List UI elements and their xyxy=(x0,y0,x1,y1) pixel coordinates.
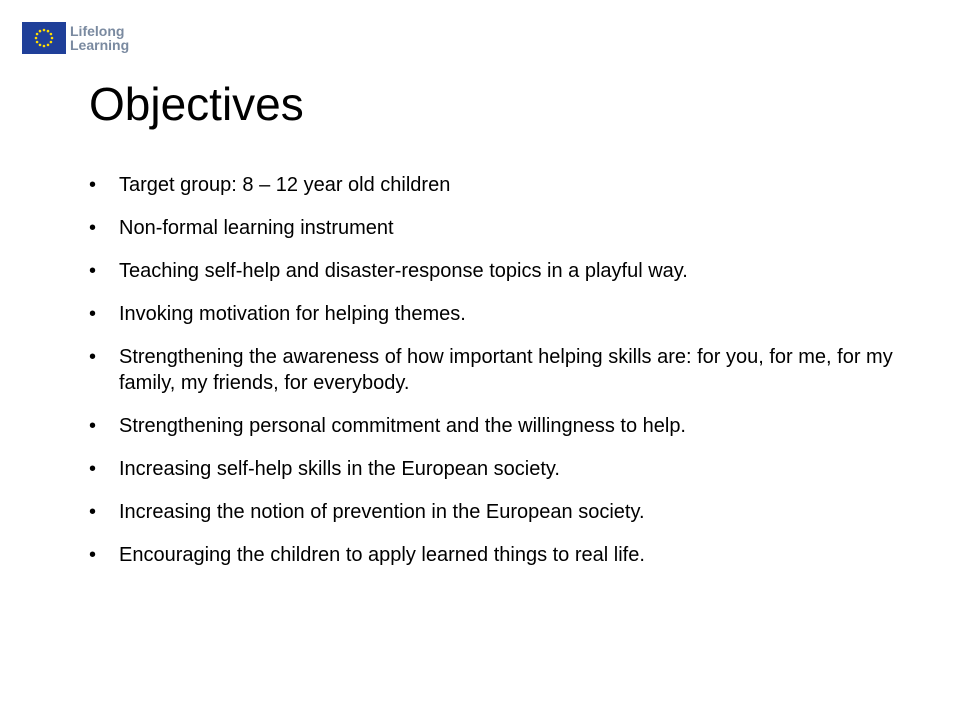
eu-star xyxy=(43,29,46,32)
bullet-dot: • xyxy=(89,346,97,368)
eu-star xyxy=(47,44,50,47)
bullet-item xyxy=(89,258,919,284)
eu-star xyxy=(39,44,42,47)
eu-flag-background xyxy=(22,22,66,54)
bullet-item xyxy=(89,215,919,241)
eu-star xyxy=(50,33,53,36)
bullet-text: Strengthening the awareness of how important helping skills are: for you, for me, for my family, my friends, for everybody. xyxy=(119,346,893,394)
bullet-text: Encouraging the children to apply learned things to real life. xyxy=(119,544,645,566)
eu-star xyxy=(43,45,46,48)
bullet-dot: • xyxy=(89,260,97,282)
bullet-item xyxy=(89,456,919,482)
bullet-item xyxy=(89,413,919,439)
bullet-dot: • xyxy=(89,217,97,239)
objectives-list xyxy=(89,172,919,585)
bullet-text: Increasing the notion of prevention in the European society. xyxy=(119,501,645,523)
bullet-item xyxy=(89,172,919,198)
bullet-text: Invoking motivation for helping themes. xyxy=(119,303,466,325)
logo-line-1: Lifelong xyxy=(70,23,125,39)
slide-title: Objectives xyxy=(89,78,304,130)
eu-star xyxy=(50,41,53,44)
bullet-dot: • xyxy=(89,415,97,437)
lifelong-learning-logo xyxy=(22,22,129,54)
bullet-text: Teaching self-help and disaster-response topics in a playful way. xyxy=(119,260,688,282)
bullet-dot: • xyxy=(89,303,97,325)
bullet-text: Non-formal learning instrument xyxy=(119,217,394,239)
eu-flag-icon xyxy=(22,22,66,54)
logo-wordmark xyxy=(70,24,129,52)
bullet-text: Increasing self-help skills in the European society. xyxy=(119,458,560,480)
eu-star xyxy=(39,30,42,33)
bullet-dot: • xyxy=(89,501,97,523)
bullet-dot: • xyxy=(89,458,97,480)
bullet-item xyxy=(89,499,919,525)
eu-star xyxy=(51,37,54,40)
bullet-item xyxy=(89,344,919,396)
bullet-text: Strengthening personal commitment and the willingness to help. xyxy=(119,415,686,437)
logo-line-2: Learning xyxy=(70,37,130,53)
bullet-item xyxy=(89,301,919,327)
eu-star xyxy=(36,41,39,44)
bullet-dot: • xyxy=(89,174,97,196)
eu-star xyxy=(35,37,38,40)
eu-star xyxy=(36,33,39,36)
bullet-text: Target group: 8 – 12 year old children xyxy=(119,174,451,196)
bullet-item xyxy=(89,542,919,568)
eu-star xyxy=(47,30,50,33)
bullet-dot: • xyxy=(89,544,97,566)
